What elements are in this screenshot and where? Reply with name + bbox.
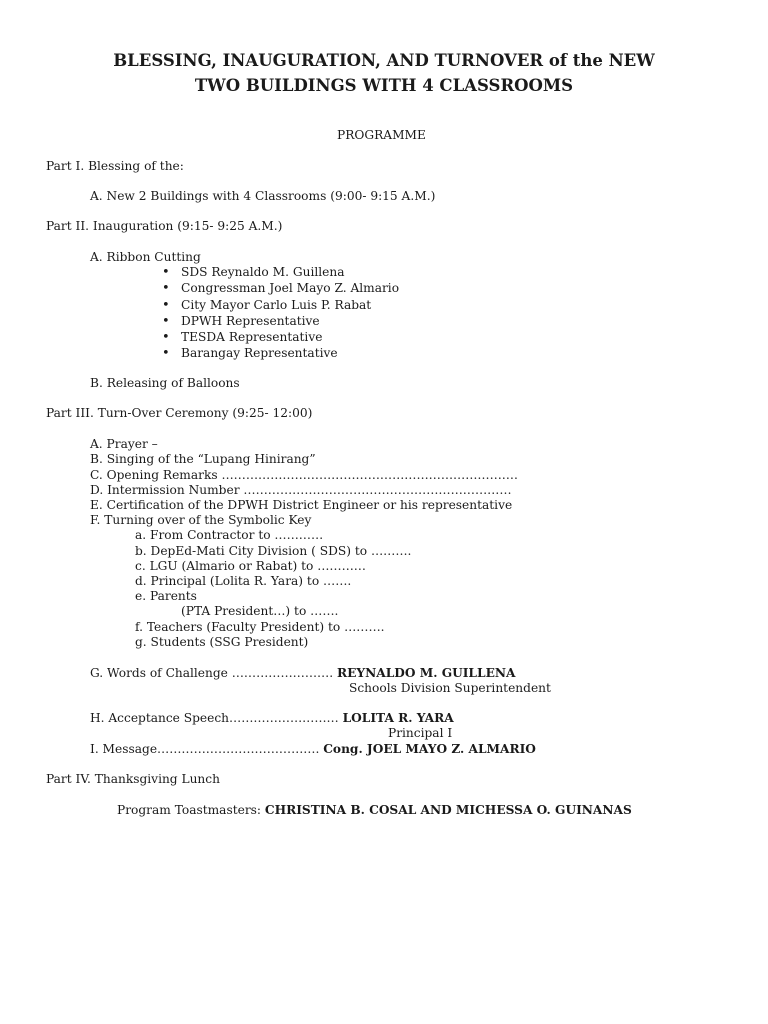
ribbon-cutter-item: • Congressman Joel Mayo Z. Almario [181,281,399,296]
part-2-item-a: A. Ribbon Cutting [90,250,201,264]
ribbon-cutter-item: • Barangay Representative [181,346,338,361]
key-turnover-item-b: b. DepEd-Mati City Division ( SDS) to ………. [135,544,412,558]
title-line-1: BLESSING, INAUGURATION, AND TURNOVER of the NEW [113,51,655,70]
key-turnover-item-d: d. Principal (Lolita R. Yara) to ……. [135,574,352,588]
key-turnover-item-f: f. Teachers (Faculty President) to ………. [135,620,385,634]
document-title [20,48,748,98]
part-3-item-i [90,742,536,757]
part-4-heading: Part IV. Thanksgiving Lunch [46,772,220,786]
key-turnover-item-g: g. Students (SSG President) [135,635,309,649]
ribbon-cutter-item: • SDS Reynaldo M. Guillena [181,265,344,280]
ribbon-cutter-item: • City Mayor Carlo Luis P. Rabat [181,298,371,313]
part-3-item-d: D. Intermission Number ………………………………………………………… [90,483,512,497]
message-label: I. Message…………………………………. [90,742,320,756]
title-line-2: TWO BUILDINGS WITH 4 CLASSROOMS [194,76,574,95]
part-1-item-a: A. New 2 Buildings with 4 Classrooms (9:00- 9:15 A.M.) [90,189,436,203]
key-turnover-item-c: c. LGU (Almario or Rabat) to ………… [135,559,366,573]
part-3-item-h [90,711,454,726]
acceptance-speech-label: H. Acceptance Speech……………………… [90,711,339,725]
speaker-name: LOLITA R. YARA [342,711,454,725]
part-3-item-g [90,666,515,681]
words-of-challenge-label: G. Words of Challenge ……………………. [90,666,334,680]
key-turnover-item-a: a. From Contractor to ………… [135,528,324,542]
speaker-position: Principal I [388,726,453,740]
speaker-position: Schools Division Superintendent [349,681,551,695]
part-3-heading: Part III. Turn-Over Ceremony (9:25- 12:00) [46,406,313,420]
part-3-item-e: E. Certification of the DPWH District Engineer or his representative [90,498,513,512]
part-2-item-b: B. Releasing of Balloons [90,376,240,390]
toastmasters-line [117,803,632,818]
toastmasters-names: CHRISTINA B. COSAL AND MICHESSA O. GUINANAS [264,803,632,817]
ribbon-cutter-item: • DPWH Representative [181,314,320,329]
part-3-item-c: C. Opening Remarks ………………………………………………………………. [90,468,518,482]
part-3-item-a: A. Prayer – [90,437,158,451]
key-turnover-item-e: e. Parents [135,589,197,603]
programme-heading: PROGRAMME [337,128,426,142]
part-3-item-b: B. Singing of the “Lupang Hinirang” [90,452,316,466]
part-2-heading: Part II. Inauguration (9:15- 9:25 A.M.) [46,219,283,233]
speaker-name: REYNALDO M. GUILLENA [337,666,516,680]
speaker-name: Cong. JOEL MAYO Z. ALMARIO [323,742,536,756]
part-3-item-f: F. Turning over of the Symbolic Key [90,513,312,527]
toastmasters-label: Program Toastmasters: [117,803,261,817]
ribbon-cutter-item: • TESDA Representative [181,330,322,345]
key-turnover-item-e-detail: (PTA President…) to ……. [181,604,339,618]
part-1-heading: Part I. Blessing of the: [46,159,184,173]
